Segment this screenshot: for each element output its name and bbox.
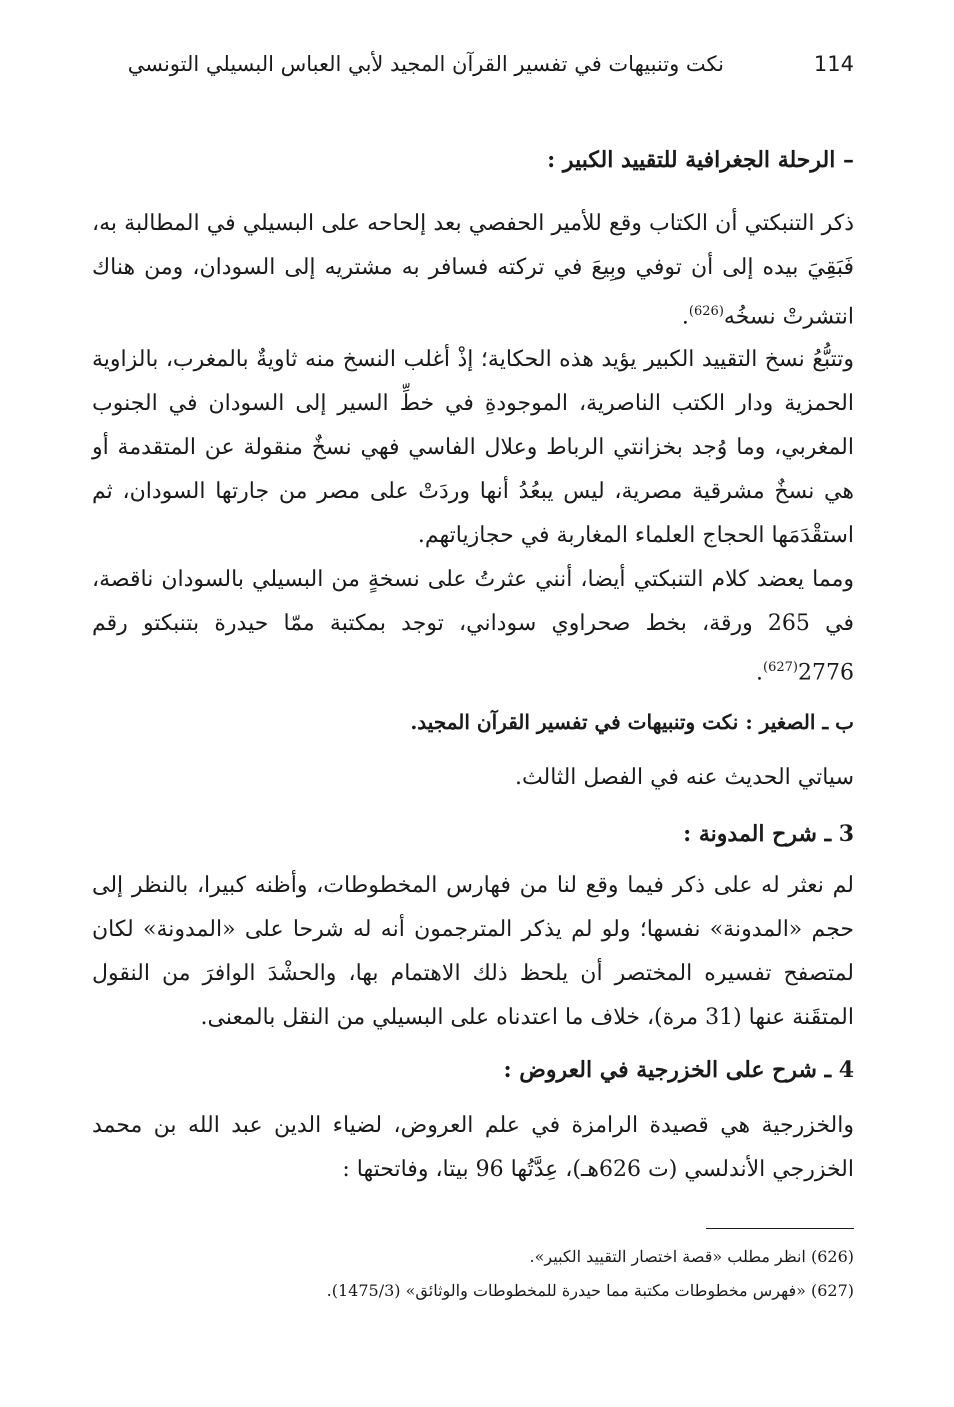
running-title: نكت وتنبيهات في تفسير القرآن المجيد لأبي العباس البسيلي التونسي bbox=[127, 52, 724, 76]
section-small-heading bbox=[92, 702, 854, 742]
paragraph-5 bbox=[92, 864, 854, 1040]
paragraph-1 bbox=[92, 202, 854, 339]
paragraph-6-text: والخزرجية هي قصيدة الرامزة في علم العروض، لضياء الدين عبد الله بن محمد الخزرجي الأندلسي (ت 626هـ)، عِدَّتُها 96 بيتا، وفاتحتها : bbox=[92, 1113, 854, 1182]
running-header bbox=[127, 52, 854, 88]
heading-sharh-khazrajiyya: 4 ـ شرح على الخزرجية في العروض : bbox=[503, 1057, 854, 1083]
paragraph-5-text: لم نعثر له على ذكر فيما وقع لنا من فهارس المخطوطات، وأظنه كبيرا، بالنظر إلى حجم «المدونة» نفسها؛ ولو لم يذكر المترجمون أنه له شرحا على «المدونة» لكان لمتصفح تفسيره المختصر أن يلحظ ذلك الاهتمام بها، والحشْدَ الوافرَ من النقول المتقَنة عنها (31 مرة)، خلاف ما اعتدناه على البسيلي من النقل بالمعنى. bbox=[92, 873, 854, 1030]
paragraph-6 bbox=[92, 1104, 854, 1192]
heading-sharh-mudawwana: 3 ـ شرح المدونة : bbox=[683, 821, 854, 847]
footnote-ref-627[interactable]: (627) bbox=[763, 660, 798, 675]
heading-small-tafsir: ب ـ الصغير : نكت وتنبيهات في تفسير القرآن المجيد. bbox=[410, 710, 854, 734]
section-3-heading bbox=[92, 814, 854, 854]
paragraph-4 bbox=[92, 756, 854, 800]
footnote-626: (626) انظر مطلب «قصة اختصار التقييد الكبير». bbox=[529, 1247, 854, 1266]
section-geo-heading bbox=[92, 140, 854, 180]
paragraph-2-text: وتتبُّعُ نسخ التقييد الكبير يؤيد هذه الحكاية؛ إذْ أغلب النسخ منه ثاويةٌ بالمغرب، بالزاوية الحمزية ودار الكتب الناصرية، الموجودةِ في خطِّ السير إلى السودان في الجنوب المغربي، وما وُجد بخزانتي الرباط وعلال الفاسي فهي نسخٌ منقولة عن المتقدمة أو هي نسخٌ مشرقية مصرية، ليس يبعُدُ أنها وردَتْ على مصر من جارتها السودان، ثم استقْدَمَها الحجاج العلماء المغاربة في حجازياتهم. bbox=[92, 347, 854, 548]
footnote-ref-626[interactable]: (626) bbox=[688, 304, 724, 319]
footnote-627: (627) «فهرس مخطوطات مكتبة مما حيدرة للمخطوطات والوثائق» (1475/3). bbox=[326, 1281, 854, 1300]
paragraph-3-end: . bbox=[756, 660, 764, 686]
section-4-heading bbox=[92, 1050, 854, 1090]
paragraph-3 bbox=[92, 558, 854, 695]
heading-geographic-journey: – الرحلة الجغرافية للتقييد الكبير : bbox=[547, 147, 854, 173]
footnotes bbox=[92, 1240, 854, 1308]
paragraph-4-text: سياتي الحديث عنه في الفصل الثالث. bbox=[514, 765, 854, 790]
paragraph-1-text: ذكر التنبكتي أن الكتاب وقع للأمير الحفصي بعد إلحاحه على البسيلي في المطالبة به، فَبَقِيَ بيده إلى أن توفي وبِيعَ في تركته فسافر به مشتريه إلى السودان، ومن هناك انتشرتْ نسخُه bbox=[92, 211, 854, 330]
page-number: 114 bbox=[813, 52, 854, 76]
paragraph-1-end: . bbox=[681, 304, 689, 330]
paragraph-3-text: ومما يعضد كلام التنبكتي أيضا، أنني عثرتُ على نسخةٍ من البسيلي بالسودان ناقصة، في 265 ورقة، بخط صحراوي سوداني، توجد بمكتبة ممّا حيدرة بتنبكتو رقم 2776 bbox=[92, 567, 854, 686]
footnote-separator bbox=[706, 1228, 854, 1229]
paragraph-2 bbox=[92, 338, 854, 558]
